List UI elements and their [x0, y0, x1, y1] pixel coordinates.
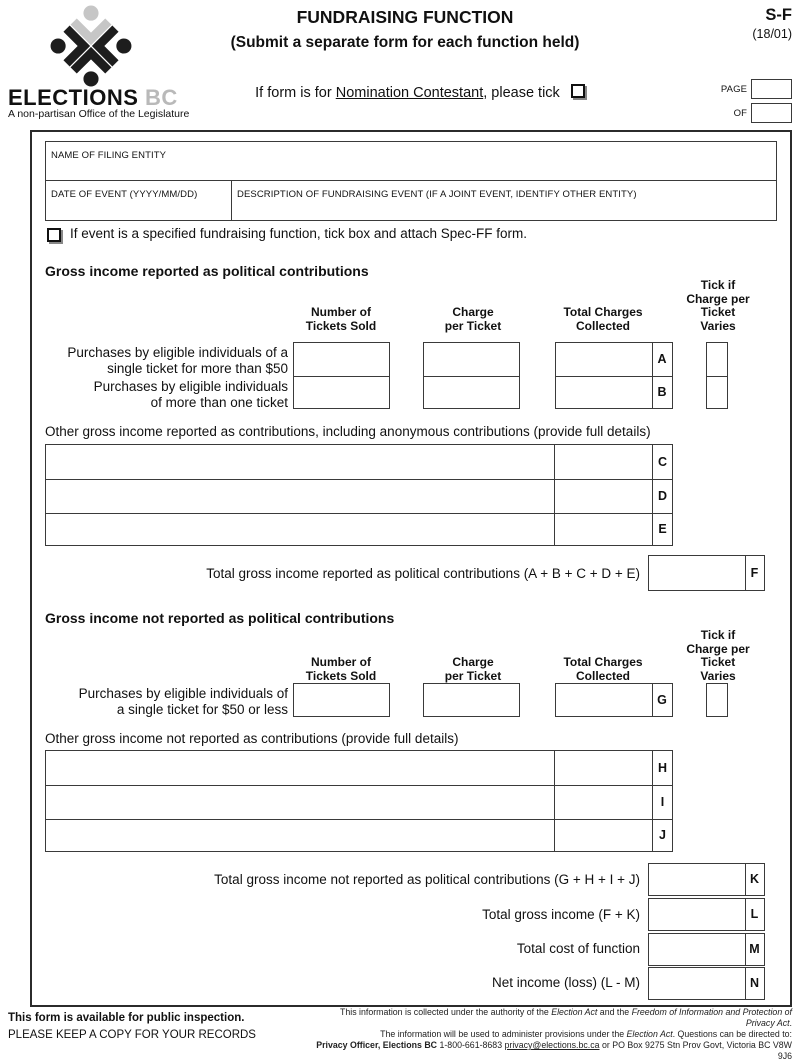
brand-tagline: A non-partisan Office of the Legislature: [8, 108, 190, 120]
col-header-total-charges: Total Charges Collected: [563, 305, 643, 333]
nomination-suffix: , please tick: [483, 85, 560, 101]
row-g-label: Purchases by eligible individuals of a single ticket for $50 or less: [78, 686, 288, 717]
section-not-reported-title: Gross income not reported as political contributions: [45, 610, 395, 626]
total-l-label: Total gross income (F + K): [482, 907, 640, 922]
privacy-email-link[interactable]: privacy@elections.bc.ca: [504, 1040, 600, 1050]
section-reported-title: Gross income reported as political contributions: [45, 263, 369, 279]
form-revision: (18/01): [752, 27, 792, 41]
col-header-tickets-sold: Number of Tickets Sold: [305, 305, 377, 333]
letter-cell-k: K: [749, 872, 760, 886]
letter-cell-n: N: [749, 976, 760, 990]
footer-privacy-notice: [312, 1007, 792, 1062]
letter-cell-d: D: [657, 489, 668, 503]
total-m-label: Total cost of function: [516, 941, 640, 956]
form-code: S-F: [765, 6, 792, 24]
letter-cell-e: E: [658, 522, 667, 536]
letter-cell-c: C: [657, 455, 668, 469]
total-reported-field[interactable]: [648, 555, 765, 591]
filing-entity-field[interactable]: [45, 141, 777, 181]
other-not-reported-title: Other gross income not reported as contributions (provide full details): [45, 731, 459, 746]
col-header-charge-varies-2: Tick if Charge per Ticket Varies: [686, 628, 750, 683]
footer-privacy-line2: The information will be used to administer provisions under the Election Act. Questions can be directed to:: [380, 1029, 792, 1039]
divider: [424, 376, 519, 377]
col-header-charge-per-ticket-2: Charge per Ticket: [444, 655, 502, 683]
letter-cell-j: J: [659, 828, 666, 842]
event-description-label: DESCRIPTION OF FUNDRAISING EVENT (IF A JOINT EVENT, IDENTIFY OTHER ENTITY): [237, 189, 637, 200]
nomination-tickbox[interactable]: [571, 84, 585, 98]
divider: [707, 376, 727, 377]
divider: [554, 445, 555, 545]
footer-privacy-line3: Privacy Officer, Elections BC 1-800-661-8683 privacy@elections.bc.ca or PO Box 9275 Stn Prov Govt, Victoria BC V8W 9J6: [316, 1040, 792, 1061]
spec-ff-note: If event is a specified fundraising function, tick box and attach Spec-FF form.: [70, 226, 527, 241]
brand-elections: ELECTIONS: [8, 85, 139, 110]
footer-privacy-line1: This information is collected under the authority of the Election Act and the Freedom of Information and Protection of Privacy Act.: [339, 1007, 792, 1028]
letter-cell-f: F: [750, 566, 759, 580]
tickets-sold-ab-fields[interactable]: [293, 342, 390, 409]
other-reported-table[interactable]: [45, 444, 673, 546]
brand-bc: BC: [145, 85, 178, 110]
tickets-sold-g-field[interactable]: [293, 683, 390, 717]
spec-ff-tickbox[interactable]: [47, 228, 61, 242]
total-charges-g-field[interactable]: [555, 683, 673, 717]
letter-cell-h: H: [657, 761, 668, 775]
total-charges-ab-fields[interactable]: [555, 342, 673, 409]
row-b-label: Purchases by eligible individuals of more than one ticket: [93, 379, 288, 410]
letter-cell-b: B: [657, 385, 667, 399]
event-description-field[interactable]: [231, 180, 777, 221]
col-header-charge-varies: Tick if Charge per Ticket Varies: [686, 278, 750, 333]
letter-cell-i: I: [660, 795, 665, 809]
event-date-label: DATE OF EVENT (YYYY/MM/DD): [51, 189, 198, 200]
other-reported-title: Other gross income reported as contributions, including anonymous contributions (provide full details): [45, 424, 651, 439]
col-header-total-charges-2: Total Charges Collected: [563, 655, 643, 683]
page-total-field[interactable]: [751, 103, 792, 123]
nomination-emphasis: Nomination Contestant: [335, 85, 484, 101]
total-reported-label: Total gross income reported as political contributions (A + B + C + D + E): [206, 566, 640, 581]
page-number-field[interactable]: [751, 79, 792, 99]
col-header-tickets-sold-2: Number of Tickets Sold: [305, 655, 377, 683]
letter-cell-g: G: [657, 693, 667, 707]
charge-per-ticket-g-field[interactable]: [423, 683, 520, 717]
event-date-field[interactable]: [45, 180, 232, 221]
filing-entity-label: NAME OF FILING ENTITY: [51, 150, 167, 161]
form-code-block: [712, 6, 792, 41]
divider: [294, 376, 389, 377]
divider: [46, 819, 672, 820]
form-subtitle: (Submit a separate form for each function held): [230, 34, 580, 51]
page-label: PAGE: [720, 84, 747, 95]
other-not-reported-table[interactable]: [45, 750, 673, 852]
letter-cell-l: L: [750, 907, 759, 921]
form-title: FUNDRAISING FUNCTION: [296, 7, 514, 27]
divider: [46, 513, 672, 514]
charge-varies-g-tickbox[interactable]: [706, 683, 728, 717]
elections-bc-logo-icon: [45, 6, 137, 86]
charge-varies-ab-tickboxes[interactable]: [706, 342, 728, 409]
total-m-field[interactable]: [648, 933, 765, 966]
divider: [46, 479, 672, 480]
total-n-field[interactable]: [648, 967, 765, 1000]
total-k-label: Total gross income not reported as political contributions (G + H + I + J): [214, 872, 640, 887]
charge-per-ticket-ab-fields[interactable]: [423, 342, 520, 409]
nomination-prefix: If form is for: [255, 85, 336, 101]
letter-cell-a: A: [657, 352, 667, 366]
total-l-field[interactable]: [648, 898, 765, 931]
footer-keep-copy: PLEASE KEEP A COPY FOR YOUR RECORDS: [8, 1029, 256, 1041]
letter-cell-m: M: [749, 942, 760, 956]
footer-public-inspection: This form is available for public inspection.: [8, 1012, 245, 1024]
nomination-line: [160, 84, 680, 101]
col-header-charge-per-ticket: Charge per Ticket: [444, 305, 502, 333]
divider: [554, 751, 555, 851]
total-k-field[interactable]: [648, 863, 765, 896]
row-a-label: Purchases by eligible individuals of a single ticket for more than $50: [67, 345, 288, 376]
divider: [46, 785, 672, 786]
total-n-label: Net income (loss) (L - M): [491, 975, 640, 990]
of-label: OF: [733, 108, 747, 119]
